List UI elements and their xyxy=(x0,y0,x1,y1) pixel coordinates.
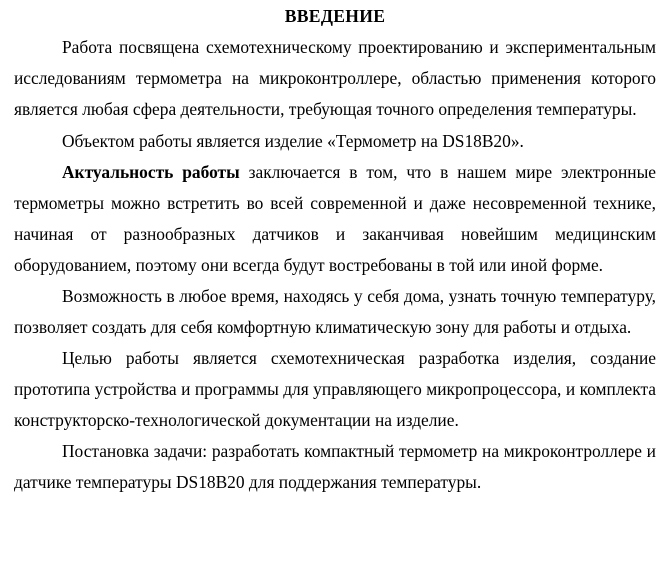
paragraph-goal: Целью работы является схемотехническая разработка изделия, создание прототипа устройства и программы для управляющего микропроцессора, и комплекта конструкторско-технологической документации на изделие. xyxy=(14,348,656,430)
paragraph-intro: Работа посвящена схемотехническому проектированию и экспериментальным исследованиям термометра на микроконтроллере, областью применения которого является любая сфера деятельности, требующая точного определения температуры. xyxy=(14,37,656,119)
paragraph-task: Постановка задачи: разработать компактный термометр на микроконтроллере и датчике температуры DS18B20 для поддержания температуры. xyxy=(14,441,656,492)
relevance-text: заключается в том, что в нашем мире электронные термометры можно встретить во всей современной и даже несовременной технике, начиная от разнообразных датчиков и заканчивая новейшим медицинским оборудованием, поэтому они всегда будут востребованы в той или иной форме. xyxy=(14,162,656,275)
paragraph-object: Объектом работы является изделие «Термометр на DS18B20». xyxy=(62,131,524,151)
paragraph-possibility: Возможность в любое время, находясь у себя дома, узнать точную температуру, позволяет создать для себя комфортную климатическую зону для работы и отдыха. xyxy=(14,286,656,337)
section-heading: ВВЕДЕНИЕ xyxy=(284,6,386,26)
relevance-label: Актуальность работы xyxy=(62,162,240,182)
paragraph-relevance xyxy=(14,157,656,281)
